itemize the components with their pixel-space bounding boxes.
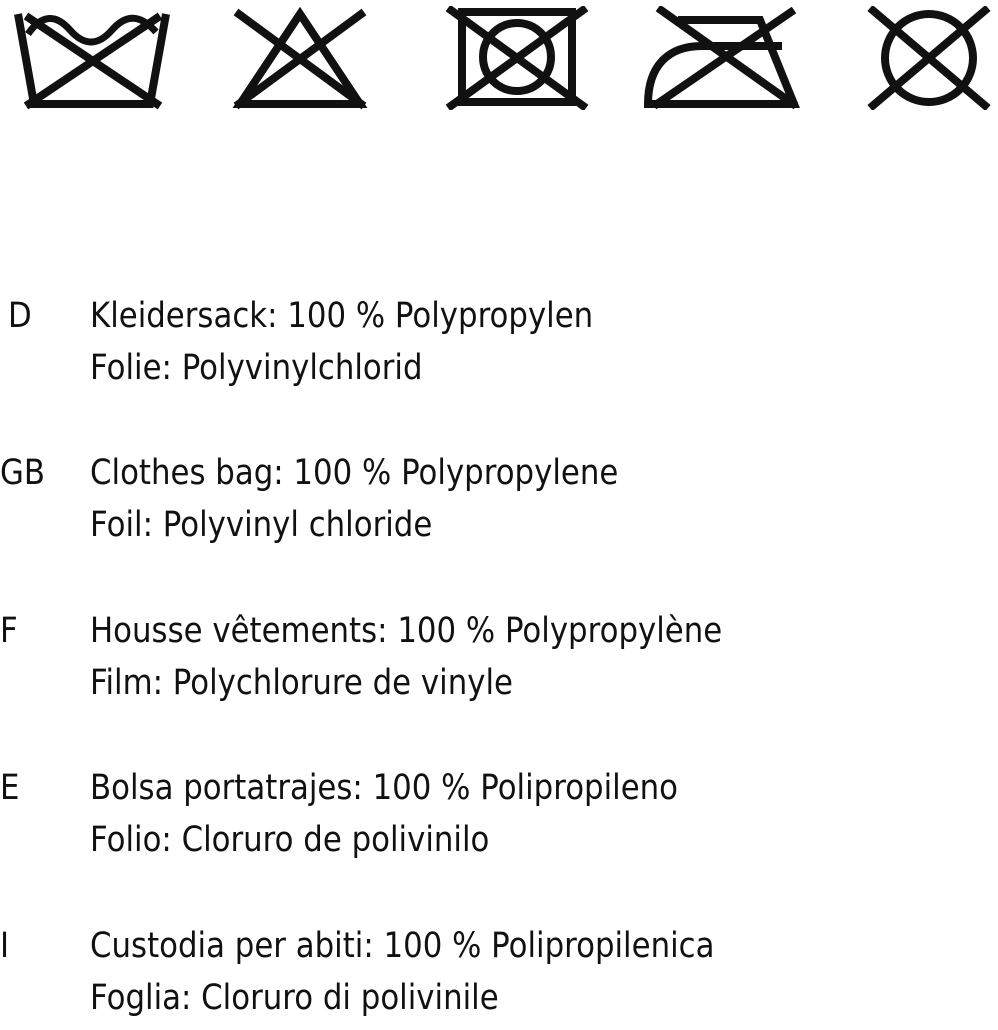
material-line-foil: Foglia: Cloruro di polivinile	[90, 978, 499, 1018]
material-line-bag: Clothes bag: 100 % Polypropylene	[90, 453, 619, 493]
entry-fr	[0, 605, 998, 715]
material-line-bag: Bolsa portatrajes: 100 % Polipropileno	[90, 768, 679, 808]
entry-gb	[0, 447, 998, 557]
material-line-foil: Film: Polychlorure de vinyle	[90, 663, 513, 703]
language-code: D	[8, 296, 32, 336]
material-line-foil: Folie: Polyvinylchlorid	[90, 348, 423, 388]
language-code: E	[0, 768, 20, 808]
language-code: GB	[0, 453, 46, 493]
material-line-bag: Housse vêtements: 100 % Polypropylène	[90, 611, 723, 651]
do-not-iron-icon	[644, 6, 800, 110]
entry-es	[0, 762, 998, 872]
entry-de	[0, 290, 998, 400]
do-not-dry-clean-icon	[864, 6, 994, 110]
language-code: I	[0, 926, 10, 966]
do-not-bleach-icon	[230, 6, 370, 110]
entry-it	[0, 920, 998, 1030]
material-line-bag: Custodia per abiti: 100 % Polipropilenica	[90, 926, 715, 966]
care-symbols-row	[0, 0, 998, 120]
language-code: F	[0, 611, 18, 651]
material-line-foil: Foil: Polyvinyl chloride	[90, 505, 433, 545]
material-line-foil: Folio: Cloruro de polivinilo	[90, 820, 490, 860]
material-line-bag: Kleidersack: 100 % Polypropylen	[90, 296, 594, 336]
do-not-wash-icon	[14, 6, 170, 110]
do-not-tumble-dry-icon	[444, 6, 590, 110]
